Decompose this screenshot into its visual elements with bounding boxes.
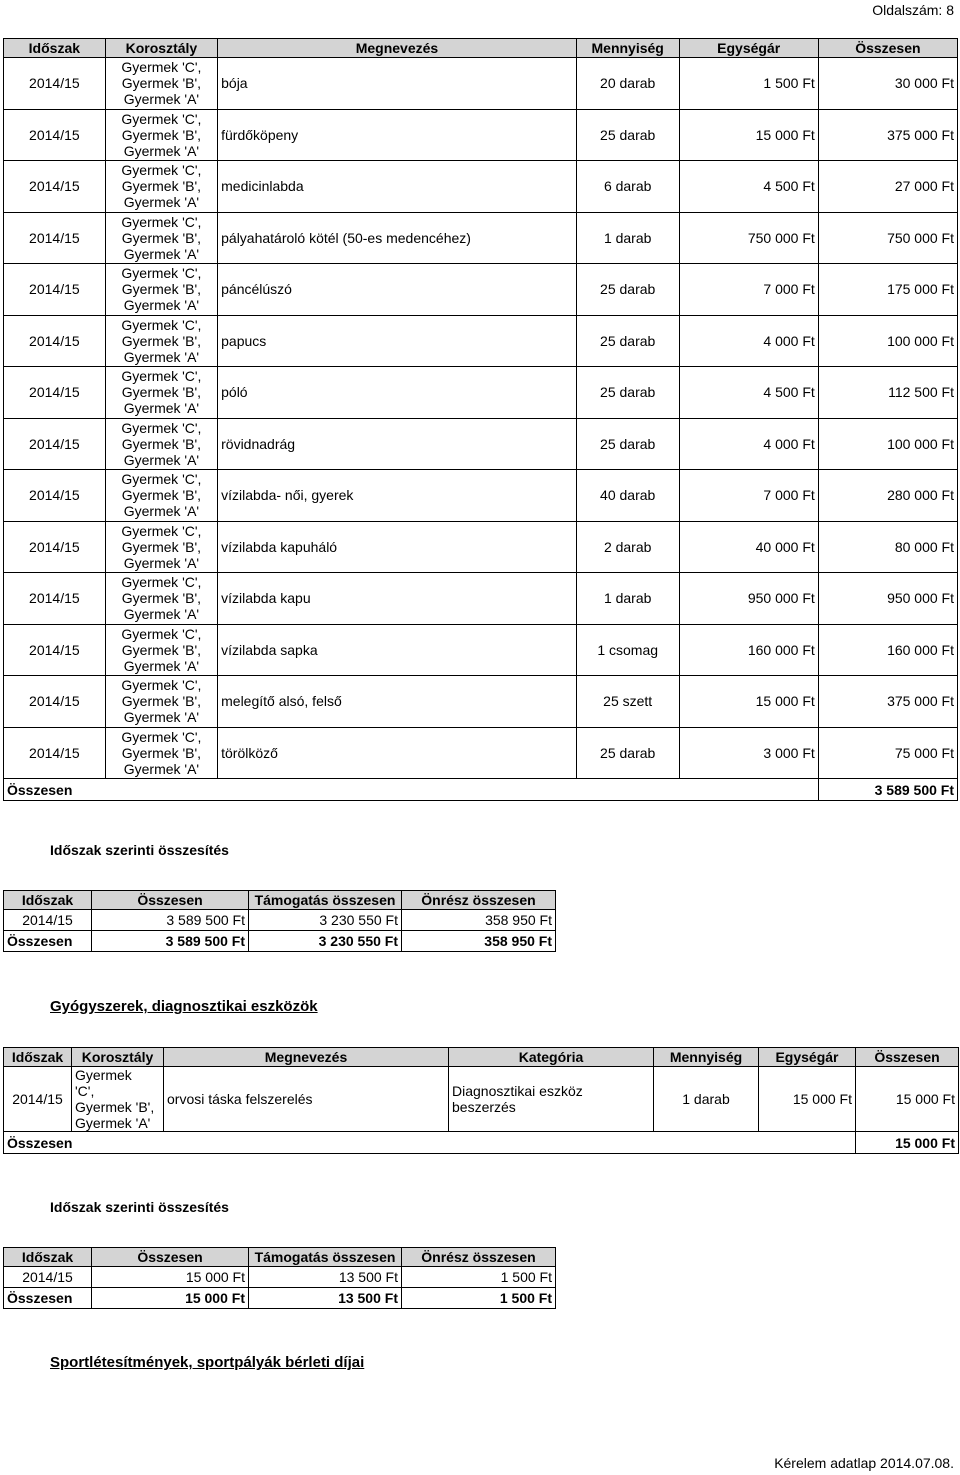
row-total: 27 000 Ft	[818, 161, 957, 213]
col-header-period: Időszak	[4, 39, 106, 58]
row-total: 80 000 Ft	[818, 521, 957, 573]
summary-title-2: Időszak szerinti összesítés	[50, 1199, 229, 1215]
summary-total-cell: 358 950 Ft	[402, 931, 556, 952]
med-qty: 1 darab	[654, 1067, 759, 1132]
row-age	[105, 58, 217, 110]
summary-header-period: Időszak	[4, 891, 92, 910]
row-unit-price: 160 000 Ft	[679, 624, 818, 676]
row-name: rövidnadrág	[218, 418, 577, 470]
row-age-line: Gyermek 'C',	[121, 419, 202, 436]
med-header-unit-price: Egységár	[759, 1048, 856, 1067]
row-name: pályahatároló kötél (50-es medencéhez)	[218, 212, 577, 264]
summary-total-cell: 3 230 550 Ft	[249, 931, 402, 952]
med-age-line: 'C',	[75, 1083, 95, 1099]
med-category	[449, 1067, 654, 1132]
summary2-header-period: Időszak	[4, 1248, 92, 1267]
summary-total-row	[4, 931, 556, 952]
row-age-line: Gyermek 'B',	[121, 75, 202, 92]
row-age	[105, 212, 217, 264]
row-age-line: Gyermek 'A'	[123, 606, 200, 623]
table-row	[4, 58, 958, 110]
med-category-line: Diagnosztikai eszköz	[452, 1083, 583, 1099]
row-age-line: Gyermek 'B',	[121, 435, 202, 452]
row-age-line: Gyermek 'A'	[123, 400, 200, 417]
row-period: 2014/15	[4, 109, 106, 161]
row-name: vízilabda- női, gyerek	[218, 470, 577, 522]
medicine-total-row	[4, 1132, 959, 1154]
row-total: 375 000 Ft	[818, 676, 957, 728]
med-total: 15 000 Ft	[856, 1067, 959, 1132]
row-age-line: Gyermek 'C',	[121, 728, 202, 745]
page-number: Oldalszám: 8	[872, 2, 954, 18]
footer-date: Kérelem adatlap 2014.07.08.	[774, 1455, 954, 1471]
row-qty: 25 szett	[576, 676, 679, 728]
summary-cell: 2014/15	[4, 910, 92, 931]
summary-header-own: Önrész összesen	[402, 891, 556, 910]
row-total: 30 000 Ft	[818, 58, 957, 110]
med-header-name: Megnevezés	[164, 1048, 449, 1067]
table-header-row	[4, 39, 958, 58]
med-header-period: Időszak	[4, 1048, 72, 1067]
summary-title: Időszak szerinti összesítés	[50, 842, 229, 858]
summary2-header-total: Összesen	[92, 1248, 249, 1267]
row-age-line: Gyermek 'C',	[121, 471, 202, 488]
med-age-line: Gyermek	[75, 1067, 132, 1083]
row-age-line: Gyermek 'C',	[121, 677, 202, 694]
row-age-line: Gyermek 'A'	[123, 760, 200, 777]
total-label: Összesen	[4, 779, 819, 801]
summary-table-2	[3, 1247, 556, 1309]
med-unit-price: 15 000 Ft	[759, 1067, 856, 1132]
row-age-line: Gyermek 'B',	[121, 487, 202, 504]
row-unit-price: 950 000 Ft	[679, 573, 818, 625]
summary-header-total: Összesen	[92, 891, 249, 910]
row-age-line: Gyermek 'C',	[121, 574, 202, 591]
row-unit-price: 1 500 Ft	[679, 58, 818, 110]
row-age-line: Gyermek 'A'	[123, 142, 200, 159]
row-name: papucs	[218, 315, 577, 367]
row-age-line: Gyermek 'B',	[121, 693, 202, 710]
summary-row	[4, 910, 556, 931]
section-title-medicine: Gyógyszerek, diagnosztikai eszközök	[50, 998, 318, 1015]
row-total: 100 000 Ft	[818, 418, 957, 470]
row-total: 280 000 Ft	[818, 470, 957, 522]
row-qty: 25 darab	[576, 315, 679, 367]
table-row	[4, 418, 958, 470]
summary-cell: 3 589 500 Ft	[92, 910, 249, 931]
table-row	[4, 264, 958, 316]
row-age	[105, 573, 217, 625]
row-total: 75 000 Ft	[818, 727, 957, 779]
row-age-line: Gyermek 'A'	[123, 348, 200, 365]
med-category-line: beszerzés	[452, 1099, 516, 1115]
summary2-total-cell: 15 000 Ft	[92, 1288, 249, 1309]
row-period: 2014/15	[4, 727, 106, 779]
row-qty: 2 darab	[576, 521, 679, 573]
row-age	[105, 109, 217, 161]
row-name: törölköző	[218, 727, 577, 779]
row-age	[105, 727, 217, 779]
row-unit-price: 4 000 Ft	[679, 315, 818, 367]
row-age	[105, 521, 217, 573]
med-header-qty: Mennyiség	[654, 1048, 759, 1067]
row-age-line: Gyermek 'A'	[123, 657, 200, 674]
row-total: 950 000 Ft	[818, 573, 957, 625]
row-name: vízilabda kapuháló	[218, 521, 577, 573]
row-name: fürdőköpeny	[218, 109, 577, 161]
row-unit-price: 4 000 Ft	[679, 418, 818, 470]
total-value: 3 589 500 Ft	[818, 779, 957, 801]
table-row	[4, 573, 958, 625]
row-qty: 1 darab	[576, 573, 679, 625]
row-name: bója	[218, 58, 577, 110]
row-period: 2014/15	[4, 212, 106, 264]
table-row	[4, 470, 958, 522]
table-row	[4, 367, 958, 419]
row-age-line: Gyermek 'B',	[121, 384, 202, 401]
row-period: 2014/15	[4, 315, 106, 367]
row-age-line: Gyermek 'B',	[121, 641, 202, 658]
medicine-row	[4, 1067, 959, 1132]
summary2-row	[4, 1267, 556, 1288]
row-age-line: Gyermek 'B',	[121, 538, 202, 555]
row-qty: 25 darab	[576, 418, 679, 470]
row-age-line: Gyermek 'B',	[121, 744, 202, 761]
med-age-line: Gyermek 'A'	[75, 1115, 151, 1131]
row-age-line: Gyermek 'B',	[121, 281, 202, 298]
med-header-total: Összesen	[856, 1048, 959, 1067]
summary2-cell: 15 000 Ft	[92, 1267, 249, 1288]
row-total: 375 000 Ft	[818, 109, 957, 161]
row-period: 2014/15	[4, 161, 106, 213]
med-age-line: Gyermek 'B',	[75, 1099, 155, 1115]
row-age-line: Gyermek 'B',	[121, 590, 202, 607]
table-row	[4, 676, 958, 728]
med-period: 2014/15	[4, 1067, 72, 1132]
row-age-line: Gyermek 'B',	[121, 229, 202, 246]
row-unit-price: 4 500 Ft	[679, 367, 818, 419]
row-total: 175 000 Ft	[818, 264, 957, 316]
summary2-cell: 1 500 Ft	[402, 1267, 556, 1288]
row-age-line: Gyermek 'C',	[121, 213, 202, 230]
row-period: 2014/15	[4, 624, 106, 676]
row-qty: 40 darab	[576, 470, 679, 522]
row-period: 2014/15	[4, 470, 106, 522]
equipment-table	[3, 38, 958, 801]
row-age-line: Gyermek 'A'	[123, 503, 200, 520]
row-period: 2014/15	[4, 573, 106, 625]
table-row	[4, 315, 958, 367]
row-age-line: Gyermek 'C',	[121, 316, 202, 333]
summary-header-support: Támogatás összesen	[249, 891, 402, 910]
row-age	[105, 315, 217, 367]
row-qty: 1 csomag	[576, 624, 679, 676]
med-total-value: 15 000 Ft	[856, 1132, 959, 1154]
med-header-age: Korosztály	[72, 1048, 164, 1067]
med-name: orvosi táska felszerelés	[164, 1067, 449, 1132]
row-age	[105, 470, 217, 522]
row-age-line: Gyermek 'A'	[123, 91, 200, 108]
row-age	[105, 367, 217, 419]
row-age-line: Gyermek 'A'	[123, 245, 200, 262]
row-qty: 6 darab	[576, 161, 679, 213]
row-total: 100 000 Ft	[818, 315, 957, 367]
summary-table	[3, 890, 556, 952]
row-age-line: Gyermek 'A'	[123, 194, 200, 211]
row-age-line: Gyermek 'A'	[123, 297, 200, 314]
row-unit-price: 3 000 Ft	[679, 727, 818, 779]
row-age-line: Gyermek 'C',	[121, 368, 202, 385]
row-name: vízilabda sapka	[218, 624, 577, 676]
medicine-table	[3, 1047, 959, 1154]
row-total: 750 000 Ft	[818, 212, 957, 264]
table-row	[4, 109, 958, 161]
row-age-line: Gyermek 'A'	[123, 554, 200, 571]
row-age-line: Gyermek 'B',	[121, 332, 202, 349]
summary-header-row	[4, 891, 556, 910]
med-total-label: Összesen	[4, 1132, 856, 1154]
summary2-total-cell: 13 500 Ft	[249, 1288, 402, 1309]
row-age-line: Gyermek 'C',	[121, 265, 202, 282]
medicine-header-row	[4, 1048, 959, 1067]
med-header-category: Kategória	[449, 1048, 654, 1067]
row-unit-price: 40 000 Ft	[679, 521, 818, 573]
row-age	[105, 161, 217, 213]
row-total: 112 500 Ft	[818, 367, 957, 419]
row-unit-price: 750 000 Ft	[679, 212, 818, 264]
table-total-row	[4, 779, 958, 801]
row-age-line: Gyermek 'B',	[121, 126, 202, 143]
row-qty: 25 darab	[576, 264, 679, 316]
summary2-cell: 13 500 Ft	[249, 1267, 402, 1288]
col-header-total: Összesen	[818, 39, 957, 58]
col-header-name: Megnevezés	[218, 39, 577, 58]
table-row	[4, 521, 958, 573]
row-unit-price: 15 000 Ft	[679, 676, 818, 728]
row-age-line: Gyermek 'C',	[121, 625, 202, 642]
row-period: 2014/15	[4, 521, 106, 573]
summary2-cell: 2014/15	[4, 1267, 92, 1288]
row-name: medicinlabda	[218, 161, 577, 213]
summary2-total-row	[4, 1288, 556, 1309]
row-unit-price: 7 000 Ft	[679, 264, 818, 316]
row-unit-price: 4 500 Ft	[679, 161, 818, 213]
row-age	[105, 418, 217, 470]
summary2-total-cell: 1 500 Ft	[402, 1288, 556, 1309]
row-age	[105, 676, 217, 728]
row-name: vízilabda kapu	[218, 573, 577, 625]
col-header-age: Korosztály	[105, 39, 217, 58]
row-age-line: Gyermek 'C',	[121, 162, 202, 179]
row-age-line: Gyermek 'A'	[123, 709, 200, 726]
row-age-line: Gyermek 'B',	[121, 178, 202, 195]
table-row	[4, 161, 958, 213]
row-period: 2014/15	[4, 418, 106, 470]
col-header-unit-price: Egységár	[679, 39, 818, 58]
table-row	[4, 212, 958, 264]
row-age-line: Gyermek 'A'	[123, 451, 200, 468]
row-qty: 1 darab	[576, 212, 679, 264]
row-period: 2014/15	[4, 264, 106, 316]
row-qty: 25 darab	[576, 367, 679, 419]
summary2-header-own: Önrész összesen	[402, 1248, 556, 1267]
row-name: páncélúszó	[218, 264, 577, 316]
summary-cell: 358 950 Ft	[402, 910, 556, 931]
row-period: 2014/15	[4, 676, 106, 728]
row-age-line: Gyermek 'C',	[121, 59, 202, 76]
summary-cell: 3 230 550 Ft	[249, 910, 402, 931]
row-total: 160 000 Ft	[818, 624, 957, 676]
row-qty: 20 darab	[576, 58, 679, 110]
row-age	[105, 624, 217, 676]
section-title-facilities: Sportlétesítmények, sportpályák bérleti díjai	[50, 1354, 365, 1371]
row-name: melegítő alsó, felső	[218, 676, 577, 728]
table-row	[4, 727, 958, 779]
summary2-total-cell: Összesen	[4, 1288, 92, 1309]
row-age-line: Gyermek 'C',	[121, 522, 202, 539]
row-qty: 25 darab	[576, 109, 679, 161]
summary-total-cell: Összesen	[4, 931, 92, 952]
summary2-header-support: Támogatás összesen	[249, 1248, 402, 1267]
col-header-qty: Mennyiség	[576, 39, 679, 58]
row-period: 2014/15	[4, 367, 106, 419]
row-period: 2014/15	[4, 58, 106, 110]
summary2-header-row	[4, 1248, 556, 1267]
row-unit-price: 7 000 Ft	[679, 470, 818, 522]
row-age-line: Gyermek 'C',	[121, 110, 202, 127]
med-age	[72, 1067, 164, 1132]
row-qty: 25 darab	[576, 727, 679, 779]
row-age	[105, 264, 217, 316]
row-name: póló	[218, 367, 577, 419]
table-row	[4, 624, 958, 676]
summary-total-cell: 3 589 500 Ft	[92, 931, 249, 952]
row-unit-price: 15 000 Ft	[679, 109, 818, 161]
